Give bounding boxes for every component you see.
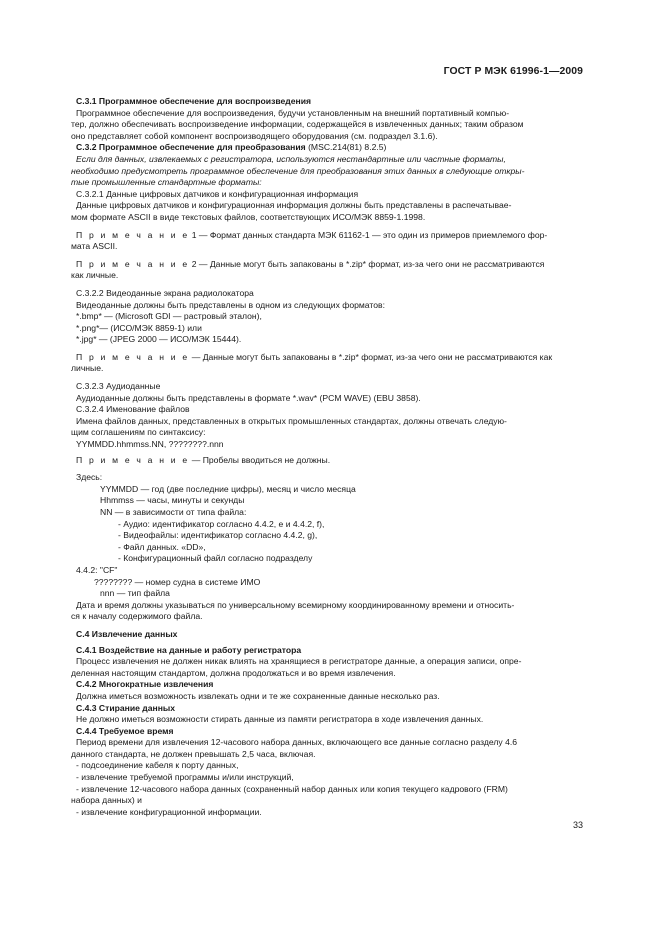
- paragraph: Здесь:: [76, 472, 103, 483]
- note-lead: П р и м е ч а н и е: [76, 351, 190, 362]
- note-continued: мата ASCII.: [71, 241, 118, 252]
- paragraph: тер, должно обеспечивать воспроизведение информации, содержащейся в извлеченных данных; таким образом: [71, 119, 524, 130]
- paragraph: Программное обеспечение для воспроизведения, будучи установленным на внешний портативный компью-: [76, 107, 510, 118]
- paragraph: оно представляет собой компонент воспроизводящего оборудования (см. подраздел 3.1.6).: [71, 130, 438, 141]
- paragraph: данного стандарта, не должен превышать 2,5 часа, включая.: [71, 748, 316, 759]
- page-number: 33: [572, 820, 583, 830]
- section-heading: С.4.2 Многократные извлечения: [76, 679, 214, 690]
- definition-item: ???????? — номер судна в системе ИМО: [94, 576, 261, 587]
- section-heading: С.3.1 Программное обеспечение для воспроизведения: [76, 96, 312, 106]
- format-item: *.bmp* — (Microsoft GDI — растровый эталон),: [76, 311, 262, 322]
- format-item: *.png*— (ИСО/МЭК 8859-1) или: [76, 322, 202, 333]
- note-text: 1 — Формат данных стандарта МЭК 61162-1 — это один из примеров приемлемого фор-: [189, 229, 548, 240]
- italic-paragraph: тые промышленные стандартные форматы:: [71, 177, 262, 188]
- section-heading: С.4 Извлечение данных: [76, 628, 178, 639]
- definition-subitem: - Файл данных. «DD»,: [118, 541, 206, 552]
- format-item: *.jpg* — (JPEG 2000 — ИСО/МЭК 15444).: [76, 334, 242, 345]
- section-heading: С.4.3 Стирание данных: [76, 702, 176, 713]
- note-continued: как личные.: [71, 270, 119, 281]
- section-heading: С.4.4 Требуемое время: [76, 725, 174, 736]
- document-header: ГОСТ Р МЭК 61996-1—2009: [443, 66, 583, 77]
- definition-subitem: - Видеофайлы: идентификатор согласно 4.4.2, g),: [118, 530, 318, 541]
- paragraph: Данные цифровых датчиков и конфигурационная информация должны быть представлены в распечатывае-: [76, 200, 512, 211]
- paragraph: Период времени для извлечения 12-часового набора данных, включающего все данные согласно разделу 4.6: [76, 737, 518, 748]
- note: [76, 230, 582, 242]
- bullet-item: - извлечение требуемой программы и/или инструкций,: [76, 772, 294, 783]
- note-lead: П р и м е ч а н и е: [76, 258, 190, 269]
- definition-item: NN — в зависимости от типа файла:: [100, 507, 247, 517]
- note-lead: П р и м е ч а н и е: [76, 229, 190, 240]
- definition-item: YYMMDD — год (две последние цифры), месяц и число месяца: [100, 483, 356, 494]
- section-heading-reference: (MSC.214(81) 8.2.5): [305, 142, 387, 153]
- paragraph: Должна иметься возможность извлекать одни и те же сохраненные данные несколько раз.: [76, 690, 440, 701]
- bullet-item: - подсоединение кабеля к порту данных,: [76, 760, 239, 771]
- paragraph: ся к началу содержимого файла.: [71, 611, 203, 622]
- note-text: — Данные могут быть запакованы в *.zip* формат, из-за чего они не рассматриваются как: [189, 351, 553, 362]
- note: [76, 352, 582, 364]
- section-heading: [76, 142, 582, 154]
- paragraph: Не должно иметься возможности стирать данные из памяти регистратора в ходе извлечения данных.: [76, 714, 484, 725]
- note: [76, 455, 582, 467]
- syntax-line: YYMMDD.hhmmss.NN, ????????.nnn: [76, 439, 224, 450]
- subsection-heading: С.3.2.3 Аудиоданные: [76, 381, 161, 392]
- note-lead: П р и м е ч а н и е: [76, 454, 190, 465]
- paragraph: Имена файлов данных, представленных в открытых промышленных стандартах, должны отвечать следую-: [76, 415, 507, 426]
- italic-paragraph: необходимо предусмотреть программное обеспечение для преобразования этих данных в следующие откры-: [71, 165, 525, 176]
- definition-item: 4.4.2: "CF": [76, 564, 118, 575]
- document-body: [71, 96, 582, 818]
- definition-item: Hhmmss — часы, минуты и секунды: [100, 495, 245, 506]
- subsection-heading: С.3.2.1 Данные цифровых датчиков и конфигурационная информация: [76, 188, 359, 199]
- subsection-heading: С.3.2.4 Именование файлов: [76, 404, 190, 415]
- note-text: 2 — Данные могут быть запакованы в *.zip* формат, из-за чего они не рассматриваются: [189, 258, 545, 269]
- paragraph: Аудиоданные должны быть представлены в формате *.wav* (PCM WAVE) (EBU 3858).: [76, 392, 421, 403]
- paragraph: мом формате ASCII в виде текстовых файлов, соответствующих ИСО/МЭК 8859-1.1998.: [71, 211, 426, 222]
- section-heading-text: С.3.2 Программное обеспечение для преобразования: [76, 142, 306, 153]
- paragraph: Видеоданные должны быть представлены в одном из следующих форматов:: [76, 299, 385, 310]
- section-heading: С.4.1 Воздействие на данные и работу регистратора: [76, 644, 302, 655]
- definition-item: nnn — тип файла: [100, 588, 170, 599]
- definition-subitem: - Аудио: идентификатор согласно 4.4.2, е и 4.4.2, f),: [118, 518, 325, 529]
- definition-subitem: - Конфигурационный файл согласно подразделу: [118, 553, 313, 564]
- bullet-item: - извлечение конфигурационной информации.: [76, 806, 262, 817]
- bullet-item-continued: набора данных) и: [71, 795, 142, 806]
- paragraph: Процесс извлечения не должен никак влиять на хранящиеся в регистраторе данные, а операция записи, опре-: [76, 656, 522, 667]
- paragraph: Дата и время должны указываться по универсальному всемирному координированному времени и относить-: [76, 599, 515, 610]
- note-continued: личные.: [71, 363, 104, 374]
- italic-paragraph: Если для данных, извлекаемых с регистратора, используются нестандартные или частные форматы,: [76, 153, 506, 164]
- paragraph: деленная настоящим стандартом, должна продолжаться и во время извлечения.: [71, 667, 396, 678]
- bullet-item: - извлечение 12-часового набора данных (сохраненный набор данных или копия текущего кадрового (FRM): [76, 783, 508, 794]
- subsection-heading: С.3.2.2 Видеоданные экрана радиолокатора: [76, 287, 254, 298]
- paragraph: щим соглашениям по синтаксису:: [71, 427, 206, 438]
- note-text: — Пробелы вводиться не должны.: [189, 454, 331, 465]
- note: [76, 259, 582, 271]
